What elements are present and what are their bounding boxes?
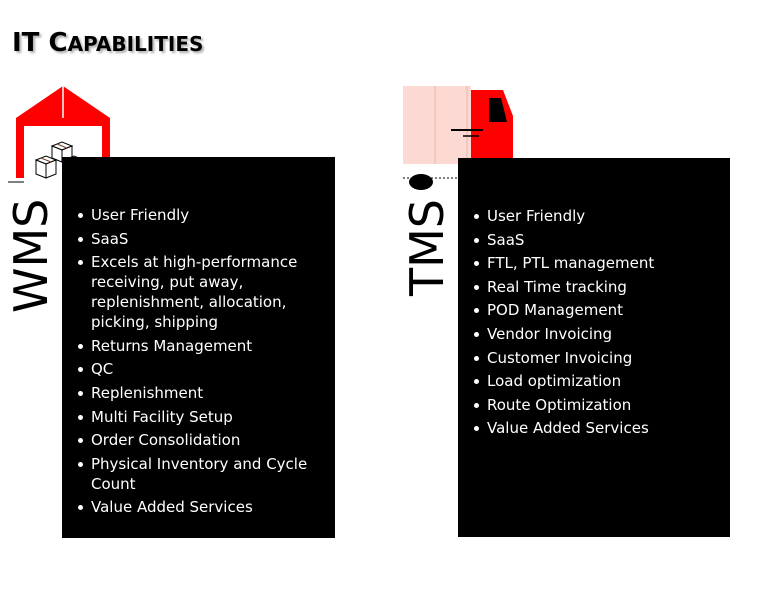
title-word-it: IT <box>12 28 40 58</box>
tms-label: TMS <box>400 199 454 296</box>
list-item: Vendor Invoicing <box>472 324 722 344</box>
list-item: QC <box>76 359 326 379</box>
list-item: SaaS <box>472 230 722 250</box>
tms-capabilities-panel <box>458 158 730 537</box>
page-title <box>12 28 203 58</box>
list-item: Value Added Services <box>472 418 722 438</box>
list-item: Multi Facility Setup <box>76 407 326 427</box>
list-item: FTL, PTL management <box>472 253 722 273</box>
list-item: Physical Inventory and Cycle Count <box>76 454 326 494</box>
list-item: POD Management <box>472 300 722 320</box>
wms-capabilities-panel <box>62 157 335 538</box>
title-word-capabilities <box>48 28 203 58</box>
list-item: Replenishment <box>76 383 326 403</box>
list-item: User Friendly <box>472 206 722 226</box>
list-item: Customer Invoicing <box>472 348 722 368</box>
list-item: Real Time tracking <box>472 277 722 297</box>
list-item: Returns Management <box>76 336 326 356</box>
list-item: Excels at high-performance receiving, put away, replenishment, allocation, picking, shipping <box>76 252 326 332</box>
title-small-caps: APABILITIES <box>67 32 204 56</box>
list-item: Order Consolidation <box>76 430 326 450</box>
tms-feature-list <box>472 206 722 442</box>
list-item: User Friendly <box>76 205 326 225</box>
wms-feature-list <box>76 205 326 521</box>
wms-label: WMS <box>4 198 58 313</box>
list-item: Route Optimization <box>472 395 722 415</box>
list-item: Value Added Services <box>76 497 326 517</box>
list-item: Load optimization <box>472 371 722 391</box>
list-item: SaaS <box>76 229 326 249</box>
title-cap-letter: C <box>48 28 68 58</box>
